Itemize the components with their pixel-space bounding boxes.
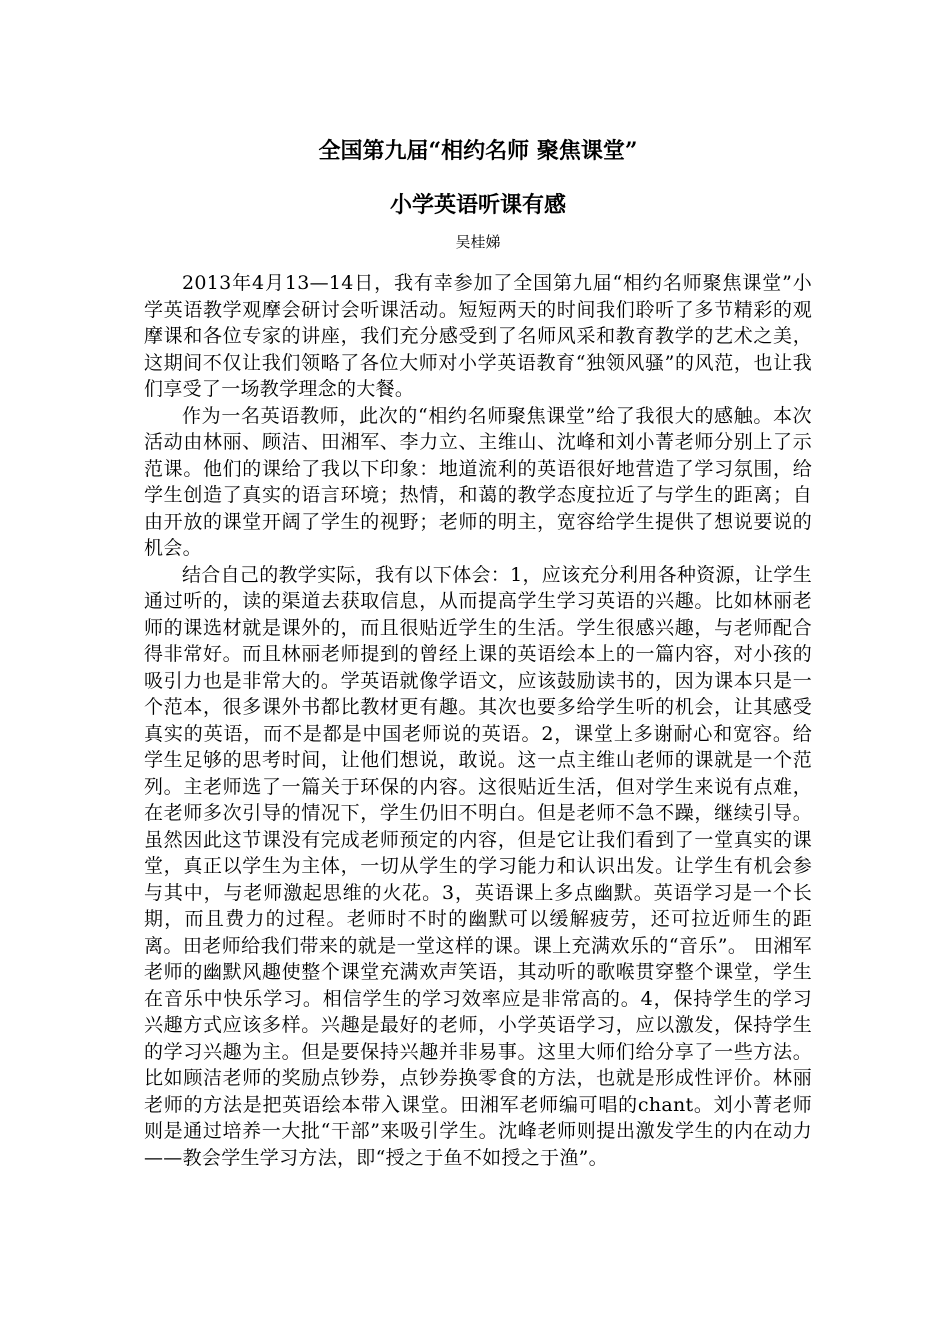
document-body	[144, 270, 812, 1171]
document-page	[144, 128, 812, 1171]
author-name: 吴桂娣	[455, 233, 501, 251]
document-title: 全国第九届“相约名师 聚焦课堂”	[318, 138, 638, 164]
document-subtitle: 小学英语听课有感	[389, 192, 566, 218]
paragraph-3: 结合自己的教学实际，我有以下体会：1，应该充分利用各种资源，让学生通过听的，读的渠道去获取信息，从而提高学生学习英语的兴趣。比如林丽老师的课选材就是课外的，而且很贴近学生的生活。学生很感兴趣，与老师配合得非常好。而且林丽老师提到的曾经上课的英语绘本上的一篇内容，对小孩的吸引力也是非常大的。学英语就像学语文，应该鼓励读书的，因为课本只是一个范本，很多课外书都比教材更有趣。其次也要多给学生听的机会，让其感受真实的英语，而不是都是中国老师说的英语。2，课堂上多谢耐心和宽容。给学生足够的思考时间，让他们想说，敢说。这一点主维山老师的课就是一个范列。主老师选了一篇关于环保的内容。这很贴近生活，但对学生来说有点难，在老师多次引导的情况下，学生仍旧不明白。但是老师不急不躁，继续引导。虽然因此这节课没有完成老师预定的内容，但是它让我们看到了一堂真实的课堂，真正以学生为主体，一切从学生的学习能力和认识出发。让学生有机会参与其中，与老师激起思维的火花。3，英语课上多点幽默。英语学习是一个长期，而且费力的过程。老师时不时的幽默可以缓解疲劳，还可拉近师生的距离。田老师给我们带来的就是一堂这样的课。课上充满欢乐的“音乐”。 田湘军老师的幽默风趣使整个课堂充满欢声笑语，其动听的歌喉贯穿整个课堂，学生在音乐中快乐学习。相信学生的学习效率应是非常高的。4，保持学生的学习兴趣方式应该多样。兴趣是最好的老师，小学英语学习，应以激发，保持学生的学习兴趣为主。但是要保持兴趣并非易事。这里大师们给分享了一些方法。比如顾洁老师的奖励点钞券，点钞券换零食的方法，也就是形成性评价。林丽老师的方法是把英语绘本带入课堂。田湘军老师编可唱的chant。刘小菁老师则是通过培养一大批“干部”来吸引学生。沈峰老师则提出激发学生的内在动力——教会学生学习方法，即“授之于鱼不如授之于渔”。	[144, 563, 812, 1169]
paragraph-1: 2013年4月13—14日，我有幸参加了全国第九届“相约名师聚焦课堂”小学英语教学观摩会研讨会听课活动。短短两天的时间我们聆听了多节精彩的观摩课和各位专家的讲座，我们充分感受到了名师风采和教育教学的艺术之美，这期间不仅让我们领略了各位大师对小学英语教育“独领风骚”的风范，也让我们享受了一场教学理念的大餐。	[144, 272, 812, 400]
paragraph-2: 作为一名英语教师，此次的“相约名师聚焦课堂”给了我很大的感触。本次活动由林丽、顾洁、田湘军、李力立、主维山、沈峰和刘小菁老师分别上了示范课。他们的课给了我以下印象：地道流利的英语很好地营造了学习氛围，给学生创造了真实的语言环境；热情，和蔼的教学态度拉近了与学生的距离；自由开放的课堂开阔了学生的视野；老师的明主，宽容给学生提供了想说要说的机会。	[144, 404, 812, 559]
